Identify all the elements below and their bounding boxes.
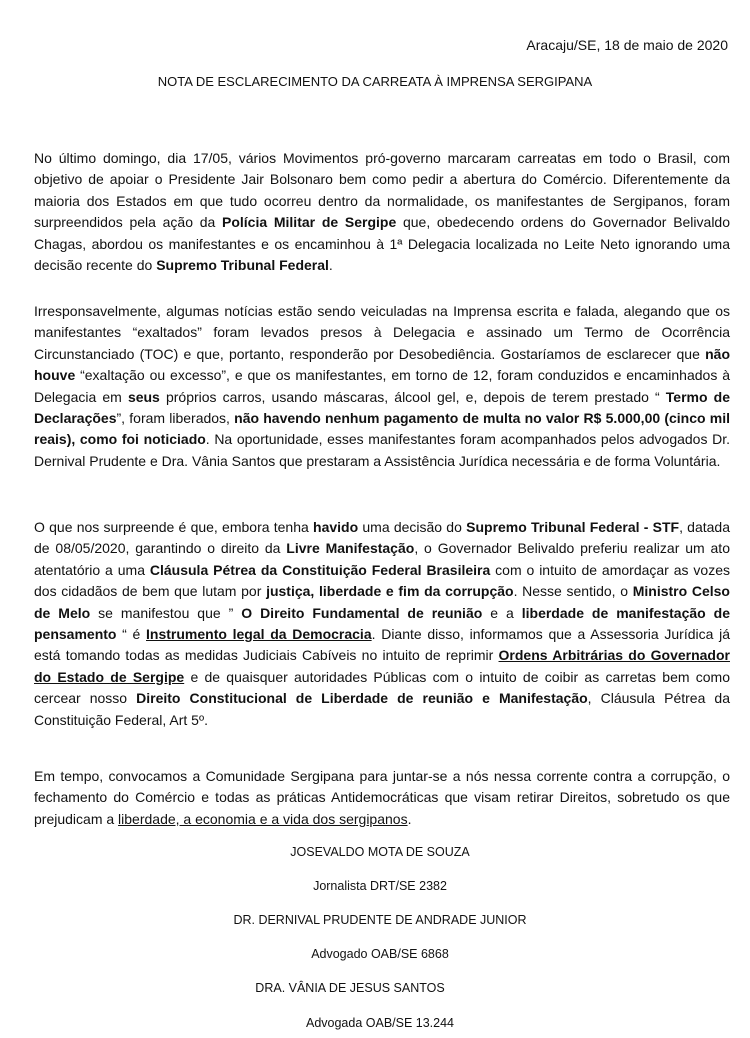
emphasized-text: O Direito Fundamental de reunião [241,604,483,621]
emphasized-text: havido [313,519,359,535]
emphasized-text: Ministro Celso de Melo [34,583,730,621]
signatory-role-2: Advogado OAB/SE 6868 [311,947,449,961]
signatory-name-2: DR. DERNIVAL PRUDENTE DE ANDRADE JUNIOR [233,913,527,927]
emphasized-text: Instrumento legal da Democracia [146,626,372,643]
emphasized-text: Polícia Militar de Sergipe [222,214,397,231]
document-title: NOTA DE ESCLARECIMENTO DA CARREATA À IMPRENSA SERGIPANA [157,74,593,89]
emphasized-text: liberdade, a economia e a vida dos sergipanos [118,810,408,827]
emphasized-text: não havendo nenhum pagamento de multa no valor R$ 5.000,00 (cinco mil reais), como foi noticiado [34,410,730,448]
paragraph-3: O que nos surpreende é que, embora tenha havido uma decisão do Supremo Tribunal Federal - STF, datada de 08/05/2020, garantindo o direito da Livre Manifestação, o Governador Belivaldo preferiu realizar um ato atentatório a uma Cláusula Pétrea da Constituição Federal Brasileira com o intuito de amordaçar as vozes dos cidadãos de bem que lutam por justiça, liberdade e fim da corrupção. Nesse sentido, o Ministro Celso de Melo se manifestou que ” O Direito Fundamental de reunião e a liberdade de manifestação de pensamento “ é Instrumento legal da Democracia. Diante disso, informamos que a Assessoria Jurídica já está tomando todas as medidas Judiciais Cabíveis no intuito de reprimir Ordens Arbitrárias do Governador do Estado de Sergipe e de quaisquer autoridades Públicas com o intuito de coibir as carretas bem como cercear nosso Direito Constitucional de Liberdade de reunião e Manifestação, Cláusula Pétrea da Constituição Federal, Art 5º. [34,519,731,728]
emphasized-text: Supremo Tribunal Federal - STF [466,519,680,535]
paragraph-1: No último domingo, dia 17/05, vários Movimentos pró-governo marcaram carreatas em todo o Brasil, com objetivo de apoiar o Presidente Jair Bolsonaro bem como pedir a abertura do Comércio. Diferentemente da maioria dos Estados em que tudo ocorreu dentro da normalidade, os manifestantes de Sergipanos, foram surpreendidos pela ação da Polícia Militar de Sergipe que, obedecendo ordens do Governador Belivaldo Chagas, abordou os manifestantes e os encaminhou à 1ª Delegacia localizada no Leite Neto ignorando uma decisão recente do Supremo Tribunal Federal. [34,150,731,274]
signatory-name-1: JOSEVALDO MOTA DE SOUZA [290,845,470,859]
paragraph-4: Em tempo, convocamos a Comunidade Sergipana para juntar-se a nós nessa corrente contra a corrupção, o fechamento do Comércio e todas as práticas Antidemocráticas que visam retirar Direitos, sobretudo os que prejudicam a liberdade, a economia e a vida dos sergipanos. [34,768,730,827]
date-line: Aracaju/SE, 18 de maio de 2020 [526,37,728,53]
paragraph-2: Irresponsavelmente, algumas notícias estão sendo veiculadas na Imprensa escrita e falada, alegando que os manifestantes “exaltados” foram levados presos à Delegacia e assinado um Termo de Ocorrência Circunstanciado (TOC) e que, portanto, responderão por Desobediência. Gostaríamos de esclarecer que não houve “exaltação ou excesso”, e que os manifestantes, em torno de 12, foram conduzidos e encaminhados à Delegacia em seus próprios carros, usando máscaras, álcool gel, e, depois de terem prestado “ Termo de Declarações”, foram liberados, não havendo nenhum pagamento de multa no valor R$ 5.000,00 (cinco mil reais), como foi noticiado. Na oportunidade, esses manifestantes foram acompanhados pelos advogados Dr. Dernival Prudente e Dra. Vânia Santos que prestaram a Assistência Jurídica necessária e de forma Voluntária. [34,303,730,469]
emphasized-text: Livre Manifestação [286,540,415,557]
emphasized-text: Ordens Arbitrárias do Governador do Estado de Sergipe [34,647,730,685]
emphasized-text: Supremo Tribunal Federal [156,257,329,274]
signatory-role-3: Advogada OAB/SE 13.244 [305,1016,455,1030]
emphasized-text: Cláusula Pétrea da Constituição Federal Brasileira [149,561,491,578]
emphasized-text: justiça, liberdade e fim da corrupção [266,583,514,600]
emphasized-text: Direito Constitucional de Liberdade de reunião e Manifestação [136,690,588,707]
signatory-name-3: DRA. VÂNIA DE JESUS SANTOS [255,981,445,995]
emphasized-text: liberdade de manifestação de pensamento [34,604,730,643]
signatory-role-1: Jornalista DRT/SE 2382 [313,879,447,893]
emphasized-text: Termo de Declarações [34,388,730,427]
emphasized-text: não houve [34,345,730,384]
emphasized-text: seus [127,388,160,405]
